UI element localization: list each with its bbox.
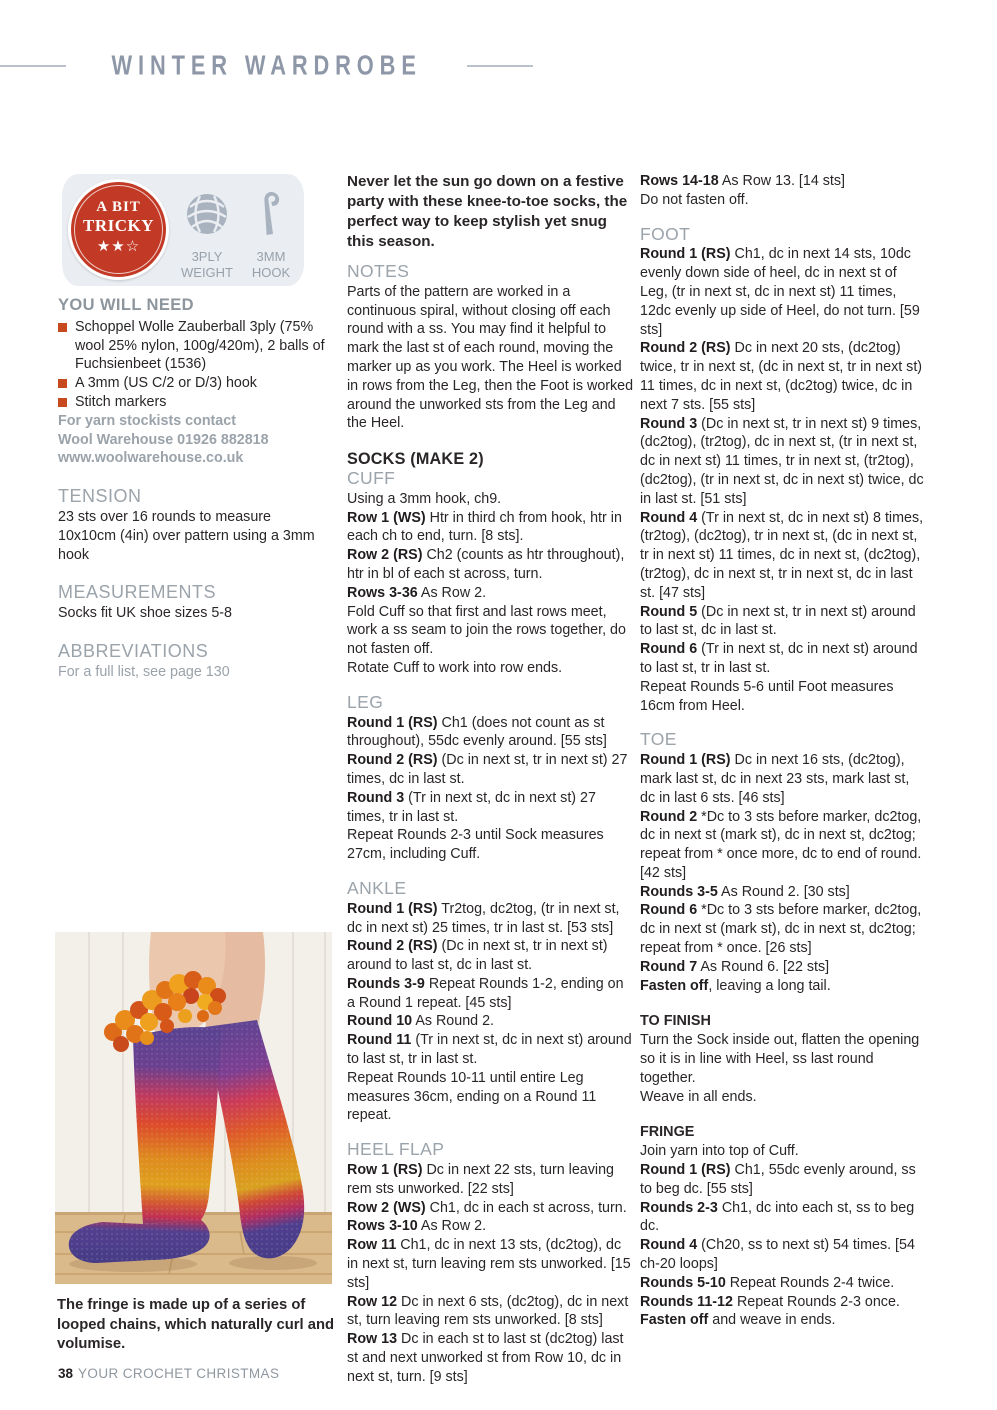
pattern-line: Round 2 (RS) (Dc in next st, tr in next st) 27 times, dc in last st. — [347, 752, 628, 787]
abbreviations-section — [58, 642, 332, 682]
stockist-line: For yarn stockists contact — [58, 412, 236, 429]
pattern-line: Round 1 (RS) Dc in next 16 sts, (dc2tog), mark last st, dc in next 23 sts, mark last st, dc in last 6 sts. [46 sts] — [640, 752, 910, 806]
section-heading: HEEL FLAP — [347, 1139, 445, 1160]
pattern-line: Round 2 (RS) Dc in next 20 sts, (dc2tog) twice, tr in next st, (dc in next st, tr in next st) 11 times, dc in next st, (dc2tog) twice, dc in next 7 sts. [55 sts] — [640, 340, 923, 413]
pattern-line: Repeat Rounds 5-6 until Foot measures 16cm from Heel. — [640, 678, 894, 714]
heel-flap-instructions — [347, 1161, 635, 1387]
pattern-info-plaque — [62, 174, 304, 286]
pattern-line: Rows 3-10 As Row 2. — [347, 1218, 487, 1235]
pattern-line: Fasten off, leaving a long tail. — [640, 977, 831, 994]
stockist-info — [58, 412, 332, 468]
header-rule-left — [0, 65, 66, 67]
intro-text: Never let the sun go down on a festive party with these knee-to-toe socks, the perfect way to keep stylish yet snug this season. — [347, 173, 628, 250]
photo-caption: The fringe is made up of a series of looped chains, which naturally curl and volumise. — [57, 1297, 335, 1352]
materials-list-item: Schoppel Wolle Zauberball 3ply (75% wool 25% nylon, 100g/420m), 2 balls of Fuchsienbeet (1536) — [58, 318, 332, 374]
yarn-weight-spec — [170, 190, 244, 281]
pattern-line: Round 1 (RS) Ch1, dc in next 14 sts, 10dc evenly down side of heel, dc in next st of Leg, (tr in next st, dc in next st) 11 times, 12dc evenly up side of Heel, do not turn. [59 sts] — [640, 246, 920, 338]
pattern-line: Join yarn into top of Cuff. — [640, 1143, 799, 1160]
stockist-line: www.woolwarehouse.co.uk — [58, 450, 244, 467]
section-heading: YOU WILL NEED — [58, 296, 194, 314]
fringe-instructions — [640, 1142, 928, 1330]
pattern-line: Fold Cuff so that first and last rows meet, work a ss seam to join the rows together, do not fasten off. — [347, 603, 626, 658]
yarn-weight-label: WEIGHT — [181, 264, 233, 280]
header-rule-right — [467, 65, 533, 67]
page-number: 38 — [58, 1366, 74, 1381]
notes-text: Parts of the pattern are worked in a continuous spiral, without closing off each round with a ss. You may find it helpful to mark the last st of each round, moving the marker up as you work. The Heel is worked in rows from the Leg, then the Foot is worked around the unworked sts from the Leg and the Heel. — [347, 283, 634, 432]
pattern-line: Round 3 (Dc in next st, tr in next st) 9 times, (dc2tog), (tr2tog), dc in next st, (tr in next st, dc in next st) 11 times, tr in next st, (tr2tog), (dc2tog), (tr in next st, dc in next st) twice, dc in last st. [51 sts] — [640, 415, 924, 507]
star-rating-icon: ★★☆ — [96, 238, 141, 255]
pattern-line: Repeat Rounds 2-3 until Sock measures 27cm, including Cuff. — [347, 827, 604, 863]
pattern-line: Round 1 (RS) Ch1 (does not count as st throughout), 55dc evenly around. [55 sts] — [347, 714, 607, 750]
pattern-line: Row 1 (WS) Htr in third ch from hook, htr in each ch to end, turn. [8 sts]. — [347, 509, 622, 545]
pattern-line: Round 6 *Dc to 3 sts before marker, dc2tog, dc in next st (mark st), dc in next st, dc2tog; repeat from * once. [26 sts] — [640, 902, 922, 957]
difficulty-label: A BIT — [96, 199, 141, 215]
magazine-title: YOUR CROCHET CHRISTMAS — [78, 1366, 280, 1381]
foot-instructions — [640, 245, 928, 715]
pattern-line: Round 3 (Tr in next st, dc in next st) 27 times, tr in last st. — [347, 789, 596, 825]
section-heading: FOOT — [640, 223, 691, 244]
materials-list-item: A 3mm (US C/2 or D/3) hook — [58, 374, 332, 393]
pattern-line: Row 12 Dc in next 6 sts, (dc2tog), dc in next st, turn leaving rem sts unworked. [8 sts] — [347, 1293, 629, 1329]
heel-flap-continued — [640, 172, 928, 210]
section-heading: MEASUREMENTS — [58, 582, 217, 603]
pattern-line: Round 1 (RS) Ch1, 55dc evenly around, ss to beg dc. [55 sts] — [640, 1162, 916, 1197]
page-title: WINTER WARDROBE — [111, 48, 422, 82]
materials-list — [58, 318, 332, 412]
pattern-line: Rounds 11-12 Repeat Rounds 2-3 once. — [640, 1293, 900, 1310]
section-heading: TO FINISH — [640, 1013, 711, 1030]
hook-size-label: 3MM — [256, 248, 286, 264]
materials-list-item: Stitch markers — [58, 393, 332, 412]
section-heading: NOTES — [347, 261, 410, 281]
page-header — [0, 50, 533, 81]
pattern-line: Rows 14-18 As Row 13. [14 sts] — [640, 173, 846, 189]
pattern-line: Rounds 3-5 As Round 2. [30 sts] — [640, 883, 850, 900]
pattern-line: Rounds 2-3 Ch1, dc into each st, ss to beg dc. — [640, 1199, 915, 1235]
pattern-line: Round 7 As Round 6. [22 sts] — [640, 958, 830, 975]
ankle-instructions — [347, 900, 635, 1126]
hook-size-label: HOOK — [251, 264, 291, 280]
section-heading: ABBREVIATIONS — [58, 640, 209, 661]
pattern-line: Weave in all ends. — [640, 1088, 757, 1105]
abbreviations-text: For a full list, see page 130 — [58, 663, 230, 680]
pattern-line: Round 6 (Tr in next st, dc in next st) around to last st, tr in last st. — [640, 641, 918, 676]
pattern-line: Using a 3mm hook, ch9. — [347, 490, 502, 507]
pattern-line: Round 2 (RS) (Dc in next st, tr in next st) around to last st, dc in last st. — [347, 938, 608, 974]
stockist-line: Wool Warehouse 01926 882818 — [58, 431, 269, 448]
pattern-line: Rounds 3-9 Repeat Rounds 1-2, ending on a Round 1 repeat. [45 sts] — [347, 975, 624, 1011]
difficulty-badge — [68, 179, 169, 280]
pattern-line: Repeat Rounds 10-11 until entire Leg measures 36cm, ending on a Round 11 repeat. — [347, 1069, 597, 1124]
pattern-line: Round 4 (Tr in next st, dc in next st) 8 times, (tr2tog), (dc2tog), tr in next st, (dc in next st, tr in next st) 11 times, dc in next st, (dc2tog), (tr2tog), dc in next st, tr in next st, dc in last st. [47 sts] — [640, 509, 924, 601]
section-heading: CUFF — [347, 467, 396, 488]
pattern-line: Round 11 (Tr in next st, dc in next st) around to last st, tr in last st. — [347, 1032, 632, 1068]
pattern-line: Round 2 *Dc to 3 sts before marker, dc2tog, dc in next st (mark st), dc in next st, dc2tog; repeat from * once more, dc to end of round. [42 sts] — [640, 808, 922, 881]
pattern-line: Do not fasten off. — [640, 191, 749, 208]
yarn-ball-icon — [183, 226, 231, 242]
crochet-hook-icon — [258, 226, 284, 242]
pattern-line: Round 5 (Dc in next st, tr in next st) around to last st, dc in last st. — [640, 603, 916, 639]
pattern-line: Rounds 5-10 Repeat Rounds 2-4 twice. — [640, 1274, 895, 1291]
tension-section — [58, 487, 332, 564]
pattern-line: Turn the Sock inside out, flatten the opening so it is in line with Heel, ss last round together. — [640, 1032, 920, 1086]
pattern-line: Row 2 (RS) Ch2 (counts as htr throughout), htr in bl of each st across, turn. — [347, 547, 625, 582]
section-heading: LEG — [347, 691, 384, 712]
pattern-line: Row 1 (RS) Dc in next 22 sts, turn leaving rem sts unworked. [22 sts] — [347, 1162, 614, 1197]
pattern-line: Row 11 Ch1, dc in next 13 sts, (dc2tog), dc in next st, turn leaving rem sts unworked. [15 sts] — [347, 1237, 631, 1291]
toe-instructions — [640, 751, 928, 995]
tension-text: 23 sts over 16 rounds to measure 10x10cm (4in) over pattern using a 3mm hook — [58, 508, 315, 563]
pattern-line: Rows 3-36 As Row 2. — [347, 584, 487, 601]
pattern-line: Row 13 Dc in each st to last st (dc2tog) last st and next unworked st from Row 10, dc in next st, turn. [9 sts] — [347, 1331, 624, 1385]
measurements-text: Socks fit UK shoe sizes 5-8 — [58, 605, 233, 622]
measurements-section — [58, 583, 332, 623]
section-heading: TENSION — [58, 486, 142, 507]
you-will-need-section — [58, 296, 332, 468]
pattern-line: Round 10 As Round 2. — [347, 1013, 495, 1030]
cuff-instructions — [347, 490, 635, 678]
pattern-line: Rotate Cuff to work into row ends. — [347, 659, 563, 676]
difficulty-label: TRICKY — [82, 216, 154, 235]
hook-size-spec — [234, 190, 308, 281]
pattern-line: Fasten off and weave in ends. — [640, 1312, 836, 1329]
section-heading: ANKLE — [347, 877, 407, 898]
pattern-line: Round 4 (Ch20, ss to next st) 54 times. [54 ch-20 loops] — [640, 1237, 915, 1273]
section-heading: FRINGE — [640, 1124, 695, 1141]
pattern-column-1 — [347, 172, 635, 1387]
yarn-weight-label: 3PLY — [191, 248, 223, 264]
page-footer — [58, 1366, 279, 1381]
to-finish-instructions — [640, 1031, 928, 1106]
section-heading: TOE — [640, 729, 677, 750]
pattern-line: Row 2 (WS) Ch1, dc in each st across, turn. — [347, 1199, 627, 1216]
pattern-line: Round 1 (RS) Tr2tog, dc2tog, (tr in next st, dc in next st) 25 times, tr in last st. [53 sts] — [347, 900, 620, 936]
leg-instructions — [347, 714, 635, 864]
section-heading: SOCKS (MAKE 2) — [347, 450, 484, 469]
pattern-column-2 — [640, 172, 928, 1330]
sock-photo — [55, 932, 332, 1284]
sidebar-column — [58, 168, 332, 682]
